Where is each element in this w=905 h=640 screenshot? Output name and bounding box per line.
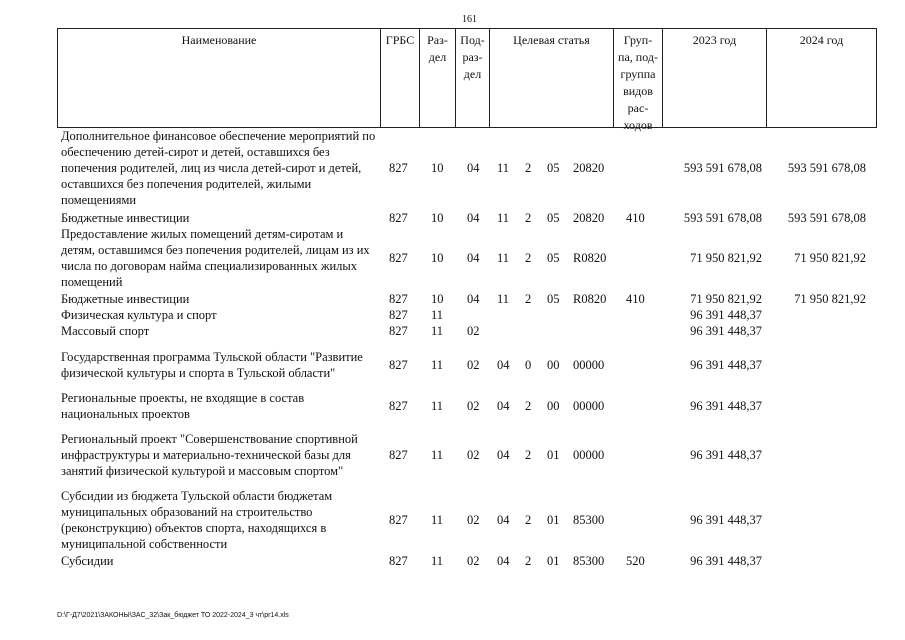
cell-y2023: 96 391 448,37 bbox=[690, 324, 762, 338]
cell-podrazdel: 04 bbox=[467, 292, 480, 306]
cell-cs1: 04 bbox=[497, 358, 510, 372]
cell-y2023: 96 391 448,37 bbox=[690, 358, 762, 372]
cell-cs3: 05 bbox=[547, 161, 560, 175]
cell-y2023: 71 950 821,92 bbox=[690, 292, 762, 306]
cell-cs1: 04 bbox=[497, 513, 510, 527]
cell-cs1: 04 bbox=[497, 554, 510, 568]
cell-grbs: 827 bbox=[389, 292, 408, 306]
cell-razdel: 11 bbox=[431, 448, 444, 462]
cell-grbs: 827 bbox=[389, 324, 408, 338]
cell-y2024: 593 591 678,08 bbox=[787, 211, 866, 225]
cell-y2024: 71 950 821,92 bbox=[794, 292, 866, 306]
cell-grbs: 827 bbox=[389, 308, 408, 322]
cell-grbs: 827 bbox=[389, 358, 408, 372]
cell-cs4: 00000 bbox=[573, 448, 605, 462]
cell-grbs: 827 bbox=[389, 161, 408, 175]
cell-cs3: 01 bbox=[547, 448, 560, 462]
row-name: Субсидии из бюджета Тульской области бюджетам муниципальных образований на строительство (реконструкцию) объектов спорта, находящихся в муниципальной собственности bbox=[61, 489, 333, 551]
cell-razdel: 11 bbox=[431, 399, 444, 413]
cell-cs2: 0 bbox=[525, 358, 532, 372]
cell-cs4: 20820 bbox=[573, 211, 605, 225]
cell-cs1: 04 bbox=[497, 448, 510, 462]
header-grbs bbox=[381, 29, 420, 127]
cell-podrazdel: 04 bbox=[467, 161, 480, 175]
header-target bbox=[490, 29, 614, 127]
header-2023 bbox=[663, 29, 767, 127]
cell-cs3: 00 bbox=[547, 358, 560, 372]
table-row bbox=[0, 210, 905, 226]
cell-razdel: 11 bbox=[431, 554, 444, 568]
cell-razdel: 10 bbox=[431, 292, 444, 306]
row-name: Региональные проекты, не входящие в состав национальных проектов bbox=[61, 391, 305, 421]
header-razdel bbox=[420, 29, 456, 127]
cell-razdel: 11 bbox=[431, 308, 444, 322]
cell-cs3: 05 bbox=[547, 292, 560, 306]
row-name: Массовый спорт bbox=[61, 324, 150, 338]
cell-group: 410 bbox=[626, 211, 645, 225]
header-name-label: Наименование bbox=[181, 33, 257, 47]
cell-cs1: 11 bbox=[497, 211, 510, 225]
cell-cs1: 11 bbox=[497, 161, 510, 175]
cell-y2023: 96 391 448,37 bbox=[690, 448, 762, 462]
cell-cs2: 2 bbox=[525, 448, 532, 462]
table-row bbox=[0, 488, 905, 552]
cell-cs4: R0820 bbox=[573, 292, 607, 306]
file-path: D:\Г-Д7\2021\ЗАКОНЫ\ЗАС_32\Зак_бюджет ТО 2022-2024_3 чт\pr14.xls bbox=[57, 612, 289, 619]
table-row bbox=[0, 431, 905, 479]
header-target-label: Целевая статья bbox=[513, 33, 590, 47]
header-razdel-label: Раз- дел bbox=[427, 33, 448, 64]
cell-y2023: 71 950 821,92 bbox=[690, 251, 762, 265]
row-name: Бюджетные инвестиции bbox=[61, 292, 190, 306]
header-group bbox=[614, 29, 663, 132]
header-name bbox=[58, 29, 381, 127]
cell-cs2: 2 bbox=[525, 251, 532, 265]
cell-y2023: 96 391 448,37 bbox=[690, 308, 762, 322]
cell-podrazdel: 02 bbox=[467, 513, 480, 527]
cell-cs3: 05 bbox=[547, 251, 560, 265]
cell-podrazdel: 02 bbox=[467, 358, 480, 372]
cell-cs3: 00 bbox=[547, 399, 560, 413]
cell-podrazdel: 02 bbox=[467, 399, 480, 413]
cell-razdel: 10 bbox=[431, 161, 444, 175]
cell-razdel: 11 bbox=[431, 324, 444, 338]
cell-podrazdel: 04 bbox=[467, 251, 480, 265]
row-name: Физическая культура и спорт bbox=[61, 308, 217, 322]
table-row bbox=[0, 349, 905, 381]
cell-cs1: 11 bbox=[497, 251, 510, 265]
cell-podrazdel: 02 bbox=[467, 448, 480, 462]
header-podrazdel bbox=[456, 29, 490, 127]
cell-y2024: 71 950 821,92 bbox=[794, 251, 866, 265]
table-row bbox=[0, 307, 905, 323]
cell-y2023: 593 591 678,08 bbox=[683, 161, 762, 175]
header-podrazdel-label: Под- раз- дел bbox=[460, 33, 485, 81]
cell-podrazdel: 04 bbox=[467, 211, 480, 225]
cell-cs3: 05 bbox=[547, 211, 560, 225]
cell-grbs: 827 bbox=[389, 399, 408, 413]
cell-grbs: 827 bbox=[389, 211, 408, 225]
cell-cs2: 2 bbox=[525, 554, 532, 568]
cell-cs1: 04 bbox=[497, 399, 510, 413]
page-number: 161 bbox=[462, 14, 477, 25]
cell-razdel: 10 bbox=[431, 251, 444, 265]
header-2023-label: 2023 год bbox=[692, 33, 737, 47]
cell-cs4: 85300 bbox=[573, 513, 605, 527]
cell-y2023: 593 591 678,08 bbox=[683, 211, 762, 225]
cell-y2023: 96 391 448,37 bbox=[690, 513, 762, 527]
cell-cs4: 20820 bbox=[573, 161, 605, 175]
cell-cs4: 00000 bbox=[573, 358, 605, 372]
header-2024 bbox=[767, 29, 876, 127]
cell-grbs: 827 bbox=[389, 554, 408, 568]
table-row bbox=[0, 323, 905, 339]
row-name: Бюджетные инвестиции bbox=[61, 211, 190, 225]
cell-cs1: 11 bbox=[497, 292, 510, 306]
table-row bbox=[0, 128, 905, 208]
table-row bbox=[0, 390, 905, 422]
cell-podrazdel: 02 bbox=[467, 554, 480, 568]
cell-group: 410 bbox=[626, 292, 645, 306]
cell-y2024: 593 591 678,08 bbox=[787, 161, 866, 175]
cell-cs2: 2 bbox=[525, 513, 532, 527]
header-grbs-label: ГРБС bbox=[385, 33, 415, 47]
cell-cs4: R0820 bbox=[573, 251, 607, 265]
cell-cs3: 01 bbox=[547, 554, 560, 568]
table-row bbox=[0, 226, 905, 290]
row-name: Региональный проект "Совершенствование спортивной инфраструктуры и материально-технической базы для занятий физической культурой и массовым спортом" bbox=[61, 432, 358, 478]
cell-grbs: 827 bbox=[389, 513, 408, 527]
cell-y2023: 96 391 448,37 bbox=[690, 554, 762, 568]
cell-cs2: 2 bbox=[525, 292, 532, 306]
cell-cs3: 01 bbox=[547, 513, 560, 527]
cell-cs4: 85300 bbox=[573, 554, 605, 568]
cell-cs4: 00000 bbox=[573, 399, 605, 413]
row-name: Дополнительное финансовое обеспечение мероприятий по обеспечению детей-сирот и детей, оставшихся без попечения родителей, лиц из числа детей-сирот и детей, оставшихся без попечения родителей, жилыми помещениями bbox=[61, 129, 376, 207]
cell-razdel: 11 bbox=[431, 358, 444, 372]
table-row bbox=[0, 291, 905, 307]
cell-cs2: 2 bbox=[525, 161, 532, 175]
cell-cs2: 2 bbox=[525, 211, 532, 225]
cell-cs2: 2 bbox=[525, 399, 532, 413]
cell-razdel: 10 bbox=[431, 211, 444, 225]
header-group-label: Груп- па, под- группа видов рас- ходов bbox=[618, 33, 658, 132]
table-header bbox=[57, 28, 877, 132]
cell-y2023: 96 391 448,37 bbox=[690, 399, 762, 413]
table-row bbox=[0, 553, 905, 569]
cell-razdel: 11 bbox=[431, 513, 444, 527]
cell-podrazdel: 02 bbox=[467, 324, 480, 338]
row-name: Государственная программа Тульской области "Развитие физической культуры и спорта в Тульской области" bbox=[61, 350, 363, 380]
cell-grbs: 827 bbox=[389, 251, 408, 265]
cell-group: 520 bbox=[626, 554, 645, 568]
header-2024-label: 2024 год bbox=[799, 33, 844, 47]
row-name: Предоставление жилых помещений детям-сиротам и детям, оставшимся без попечения родителей, лицам из их числа по договорам найма специализированных жилых помещений bbox=[61, 227, 370, 289]
row-name: Субсидии bbox=[61, 554, 114, 568]
cell-grbs: 827 bbox=[389, 448, 408, 462]
